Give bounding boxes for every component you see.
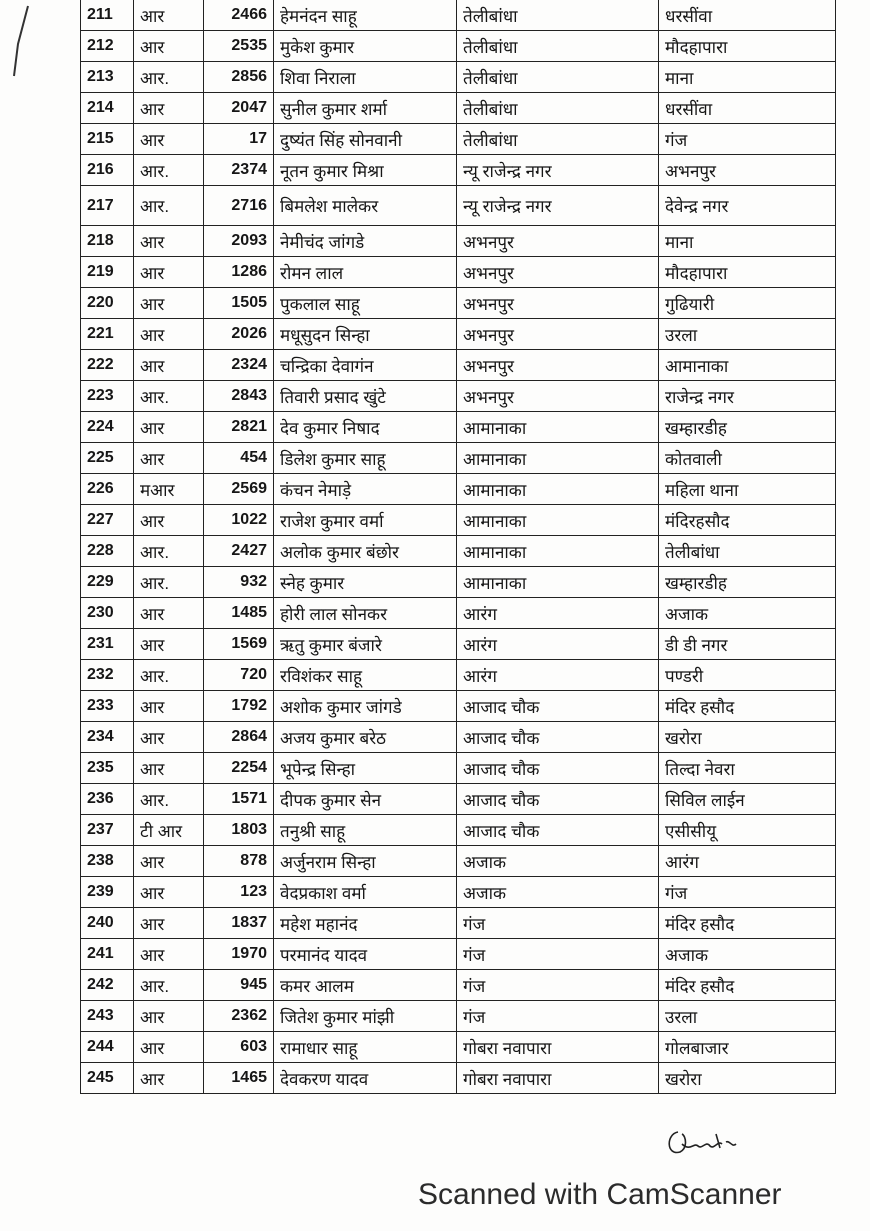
current-posting-cell: न्यू राजेन्द्र नगर <box>457 155 659 186</box>
table-row <box>81 567 836 598</box>
current-posting-cell: आमानाका <box>457 505 659 536</box>
new-posting-cell: गंज <box>659 124 836 155</box>
badge-number-cell: 1803 <box>204 815 274 846</box>
current-posting-cell: आमानाका <box>457 536 659 567</box>
serial-number-cell: 241 <box>81 939 134 970</box>
rank-cell: आर. <box>134 155 204 186</box>
badge-number-cell: 2026 <box>204 319 274 350</box>
serial-number-cell: 212 <box>81 31 134 62</box>
employee-name-cell: डिलेश कुमार साहू <box>274 443 457 474</box>
table-row <box>81 474 836 505</box>
employee-name-cell: जितेश कुमार मांझी <box>274 1001 457 1032</box>
serial-number-cell: 239 <box>81 877 134 908</box>
employee-name-cell: सुनील कुमार शर्मा <box>274 93 457 124</box>
new-posting-cell: आमानाका <box>659 350 836 381</box>
pen-mark <box>6 4 36 84</box>
serial-number-cell: 226 <box>81 474 134 505</box>
table-row <box>81 815 836 846</box>
rank-cell: आर. <box>134 62 204 93</box>
rank-cell: आर <box>134 257 204 288</box>
current-posting-cell: गंज <box>457 970 659 1001</box>
table-row <box>81 93 836 124</box>
employee-name-cell: महेश महानंद <box>274 908 457 939</box>
badge-number-cell: 2843 <box>204 381 274 412</box>
table-row <box>81 784 836 815</box>
table-body <box>81 0 836 1094</box>
serial-number-cell: 230 <box>81 598 134 629</box>
signature <box>660 1122 760 1162</box>
employee-name-cell: वेदप्रकाश वर्मा <box>274 877 457 908</box>
table-row <box>81 443 836 474</box>
serial-number-cell: 238 <box>81 846 134 877</box>
rank-cell: आर <box>134 1063 204 1094</box>
new-posting-cell: गोलबाजार <box>659 1032 836 1063</box>
serial-number-cell: 228 <box>81 536 134 567</box>
rank-cell: आर <box>134 908 204 939</box>
badge-number-cell: 2362 <box>204 1001 274 1032</box>
new-posting-cell: अजाक <box>659 598 836 629</box>
current-posting-cell: अभनपुर <box>457 257 659 288</box>
current-posting-cell: आमानाका <box>457 474 659 505</box>
new-posting-cell: गंज <box>659 877 836 908</box>
employee-name-cell: दुष्यंत सिंह सोनवानी <box>274 124 457 155</box>
badge-number-cell: 1569 <box>204 629 274 660</box>
badge-number-cell: 1485 <box>204 598 274 629</box>
table-row <box>81 350 836 381</box>
current-posting-cell: आजाद चौक <box>457 815 659 846</box>
table-row <box>81 1001 836 1032</box>
employee-name-cell: मुकेश कुमार <box>274 31 457 62</box>
transfer-list-table <box>80 0 836 1094</box>
table-row <box>81 226 836 257</box>
rank-cell: आर. <box>134 536 204 567</box>
current-posting-cell: अभनपुर <box>457 350 659 381</box>
employee-name-cell: अलोक कुमार बंछोर <box>274 536 457 567</box>
badge-number-cell: 1837 <box>204 908 274 939</box>
new-posting-cell: कोतवाली <box>659 443 836 474</box>
table-row <box>81 257 836 288</box>
rank-cell: आर. <box>134 784 204 815</box>
badge-number-cell: 2716 <box>204 186 274 226</box>
new-posting-cell: मंदिरहसौद <box>659 505 836 536</box>
badge-number-cell: 1286 <box>204 257 274 288</box>
serial-number-cell: 225 <box>81 443 134 474</box>
table-row <box>81 846 836 877</box>
table-row <box>81 381 836 412</box>
badge-number-cell: 603 <box>204 1032 274 1063</box>
employee-name-cell: तिवारी प्रसाद खुंटे <box>274 381 457 412</box>
new-posting-cell: पण्डरी <box>659 660 836 691</box>
serial-number-cell: 220 <box>81 288 134 319</box>
current-posting-cell: गोबरा नवापारा <box>457 1032 659 1063</box>
serial-number-cell: 235 <box>81 753 134 784</box>
current-posting-cell: आजाद चौक <box>457 722 659 753</box>
serial-number-cell: 229 <box>81 567 134 598</box>
employee-name-cell: देव कुमार निषाद <box>274 412 457 443</box>
rank-cell: आर <box>134 288 204 319</box>
table-row <box>81 939 836 970</box>
serial-number-cell: 243 <box>81 1001 134 1032</box>
new-posting-cell: मंदिर हसौद <box>659 908 836 939</box>
badge-number-cell: 2466 <box>204 0 274 31</box>
rank-cell: टी आर <box>134 815 204 846</box>
current-posting-cell: आरंग <box>457 598 659 629</box>
current-posting-cell: आमानाका <box>457 443 659 474</box>
rank-cell: आर. <box>134 660 204 691</box>
serial-number-cell: 234 <box>81 722 134 753</box>
badge-number-cell: 1022 <box>204 505 274 536</box>
table-row <box>81 155 836 186</box>
serial-number-cell: 211 <box>81 0 134 31</box>
badge-number-cell: 2821 <box>204 412 274 443</box>
rank-cell: आर <box>134 939 204 970</box>
current-posting-cell: आजाद चौक <box>457 753 659 784</box>
rank-cell: आर <box>134 319 204 350</box>
rank-cell: आर. <box>134 186 204 226</box>
badge-number-cell: 878 <box>204 846 274 877</box>
employee-name-cell: रविशंकर साहू <box>274 660 457 691</box>
new-posting-cell: गुढियारी <box>659 288 836 319</box>
employee-name-cell: रामाधार साहू <box>274 1032 457 1063</box>
serial-number-cell: 223 <box>81 381 134 412</box>
rank-cell: मआर <box>134 474 204 505</box>
employee-name-cell: ऋतु कुमार बंजारे <box>274 629 457 660</box>
serial-number-cell: 216 <box>81 155 134 186</box>
serial-number-cell: 222 <box>81 350 134 381</box>
new-posting-cell: खम्हारडीह <box>659 567 836 598</box>
current-posting-cell: तेलीबांधा <box>457 93 659 124</box>
new-posting-cell: अजाक <box>659 939 836 970</box>
employee-name-cell: कमर आलम <box>274 970 457 1001</box>
new-posting-cell: माना <box>659 62 836 93</box>
camscanner-watermark: Scanned with CamScanner <box>418 1178 782 1211</box>
badge-number-cell: 720 <box>204 660 274 691</box>
employee-name-cell: अर्जुनराम सिन्हा <box>274 846 457 877</box>
current-posting-cell: आजाद चौक <box>457 691 659 722</box>
serial-number-cell: 227 <box>81 505 134 536</box>
employee-name-cell: रोमन लाल <box>274 257 457 288</box>
table-row <box>81 660 836 691</box>
employee-name-cell: होरी लाल सोनकर <box>274 598 457 629</box>
employee-name-cell: कंचन नेमाड़े <box>274 474 457 505</box>
serial-number-cell: 240 <box>81 908 134 939</box>
employee-name-cell: अशोक कुमार जांगडे <box>274 691 457 722</box>
employee-name-cell: देवकरण यादव <box>274 1063 457 1094</box>
new-posting-cell: तिल्दा नेवरा <box>659 753 836 784</box>
rank-cell: आर <box>134 412 204 443</box>
badge-number-cell: 1970 <box>204 939 274 970</box>
serial-number-cell: 224 <box>81 412 134 443</box>
new-posting-cell: आरंग <box>659 846 836 877</box>
badge-number-cell: 2374 <box>204 155 274 186</box>
serial-number-cell: 237 <box>81 815 134 846</box>
badge-number-cell: 2427 <box>204 536 274 567</box>
serial-number-cell: 231 <box>81 629 134 660</box>
rank-cell: आर <box>134 124 204 155</box>
badge-number-cell: 123 <box>204 877 274 908</box>
badge-number-cell: 932 <box>204 567 274 598</box>
new-posting-cell: मंदिर हसौद <box>659 970 836 1001</box>
rank-cell: आर <box>134 443 204 474</box>
badge-number-cell: 1571 <box>204 784 274 815</box>
serial-number-cell: 219 <box>81 257 134 288</box>
rank-cell: आर <box>134 1032 204 1063</box>
rank-cell: आर <box>134 722 204 753</box>
employee-name-cell: राजेश कुमार वर्मा <box>274 505 457 536</box>
serial-number-cell: 218 <box>81 226 134 257</box>
rank-cell: आर <box>134 31 204 62</box>
table-row <box>81 319 836 350</box>
serial-number-cell: 244 <box>81 1032 134 1063</box>
new-posting-cell: अभनपुर <box>659 155 836 186</box>
badge-number-cell: 17 <box>204 124 274 155</box>
employee-name-cell: नेमीचंद जांगडे <box>274 226 457 257</box>
table-row <box>81 753 836 784</box>
table-row <box>81 629 836 660</box>
new-posting-cell: मंदिर हसौद <box>659 691 836 722</box>
current-posting-cell: आमानाका <box>457 412 659 443</box>
rank-cell: आर <box>134 350 204 381</box>
current-posting-cell: न्यू राजेन्द्र नगर <box>457 186 659 226</box>
new-posting-cell: उरला <box>659 319 836 350</box>
current-posting-cell: गंज <box>457 908 659 939</box>
employee-name-cell: चन्द्रिका देवागंन <box>274 350 457 381</box>
serial-number-cell: 242 <box>81 970 134 1001</box>
rank-cell: आर. <box>134 567 204 598</box>
current-posting-cell: अभनपुर <box>457 288 659 319</box>
new-posting-cell: खम्हारडीह <box>659 412 836 443</box>
new-posting-cell: राजेन्द्र नगर <box>659 381 836 412</box>
table-row <box>81 31 836 62</box>
employee-name-cell: दीपक कुमार सेन <box>274 784 457 815</box>
employee-name-cell: बिमलेश मालेकर <box>274 186 457 226</box>
new-posting-cell: उरला <box>659 1001 836 1032</box>
current-posting-cell: अभनपुर <box>457 381 659 412</box>
employee-name-cell: नूतन कुमार मिश्रा <box>274 155 457 186</box>
table-row <box>81 505 836 536</box>
new-posting-cell: डी डी नगर <box>659 629 836 660</box>
employee-name-cell: परमानंद यादव <box>274 939 457 970</box>
current-posting-cell: अजाक <box>457 877 659 908</box>
badge-number-cell: 2047 <box>204 93 274 124</box>
rank-cell: आर <box>134 226 204 257</box>
badge-number-cell: 945 <box>204 970 274 1001</box>
serial-number-cell: 245 <box>81 1063 134 1094</box>
table-row <box>81 412 836 443</box>
rank-cell: आर <box>134 877 204 908</box>
badge-number-cell: 2324 <box>204 350 274 381</box>
new-posting-cell: धरसींवा <box>659 93 836 124</box>
rank-cell: आर <box>134 753 204 784</box>
new-posting-cell: मौदहापारा <box>659 31 836 62</box>
rank-cell: आर <box>134 93 204 124</box>
current-posting-cell: आरंग <box>457 660 659 691</box>
employee-name-cell: मधूसुदन सिन्हा <box>274 319 457 350</box>
badge-number-cell: 2093 <box>204 226 274 257</box>
serial-number-cell: 215 <box>81 124 134 155</box>
rank-cell: आर. <box>134 381 204 412</box>
table-row <box>81 722 836 753</box>
badge-number-cell: 1465 <box>204 1063 274 1094</box>
current-posting-cell: गोबरा नवापारा <box>457 1063 659 1094</box>
new-posting-cell: खरोरा <box>659 1063 836 1094</box>
current-posting-cell: आमानाका <box>457 567 659 598</box>
table-row <box>81 970 836 1001</box>
rank-cell: आर <box>134 629 204 660</box>
rank-cell: आर <box>134 1001 204 1032</box>
employee-name-cell: तनुश्री साहू <box>274 815 457 846</box>
employee-name-cell: अजय कुमार बरेठ <box>274 722 457 753</box>
table-row <box>81 598 836 629</box>
current-posting-cell: तेलीबांधा <box>457 62 659 93</box>
table-row <box>81 1032 836 1063</box>
badge-number-cell: 2569 <box>204 474 274 505</box>
employee-name-cell: पुकलाल साहू <box>274 288 457 319</box>
table-row <box>81 62 836 93</box>
new-posting-cell: एसीसीयू <box>659 815 836 846</box>
badge-number-cell: 1505 <box>204 288 274 319</box>
serial-number-cell: 233 <box>81 691 134 722</box>
new-posting-cell: धरसींवा <box>659 0 836 31</box>
serial-number-cell: 214 <box>81 93 134 124</box>
serial-number-cell: 217 <box>81 186 134 226</box>
new-posting-cell: मौदहापारा <box>659 257 836 288</box>
current-posting-cell: तेलीबांधा <box>457 124 659 155</box>
new-posting-cell: तेलीबांधा <box>659 536 836 567</box>
current-posting-cell: तेलीबांधा <box>457 0 659 31</box>
badge-number-cell: 1792 <box>204 691 274 722</box>
current-posting-cell: अभनपुर <box>457 226 659 257</box>
table-row <box>81 1063 836 1094</box>
table-row <box>81 908 836 939</box>
serial-number-cell: 232 <box>81 660 134 691</box>
badge-number-cell: 454 <box>204 443 274 474</box>
rank-cell: आर <box>134 598 204 629</box>
employee-name-cell: भूपेन्द्र सिन्हा <box>274 753 457 784</box>
rank-cell: आर <box>134 505 204 536</box>
current-posting-cell: अजाक <box>457 846 659 877</box>
new-posting-cell: खरोरा <box>659 722 836 753</box>
table-row <box>81 288 836 319</box>
badge-number-cell: 2864 <box>204 722 274 753</box>
serial-number-cell: 236 <box>81 784 134 815</box>
table-row <box>81 877 836 908</box>
current-posting-cell: अभनपुर <box>457 319 659 350</box>
new-posting-cell: देवेन्द्र नगर <box>659 186 836 226</box>
current-posting-cell: आजाद चौक <box>457 784 659 815</box>
new-posting-cell: महिला थाना <box>659 474 836 505</box>
current-posting-cell: तेलीबांधा <box>457 31 659 62</box>
badge-number-cell: 2254 <box>204 753 274 784</box>
current-posting-cell: गंज <box>457 939 659 970</box>
new-posting-cell: सिविल लाईन <box>659 784 836 815</box>
current-posting-cell: आरंग <box>457 629 659 660</box>
rank-cell: आर <box>134 691 204 722</box>
rank-cell: आर. <box>134 970 204 1001</box>
rank-cell: आर <box>134 846 204 877</box>
employee-name-cell: हेमनंदन साहू <box>274 0 457 31</box>
badge-number-cell: 2535 <box>204 31 274 62</box>
employee-name-cell: स्नेह कुमार <box>274 567 457 598</box>
serial-number-cell: 213 <box>81 62 134 93</box>
table-row <box>81 124 836 155</box>
employee-name-cell: शिवा निराला <box>274 62 457 93</box>
current-posting-cell: गंज <box>457 1001 659 1032</box>
serial-number-cell: 221 <box>81 319 134 350</box>
rank-cell: आर <box>134 0 204 31</box>
badge-number-cell: 2856 <box>204 62 274 93</box>
table-row <box>81 691 836 722</box>
new-posting-cell: माना <box>659 226 836 257</box>
table-row <box>81 0 836 31</box>
table-row <box>81 536 836 567</box>
table-row <box>81 186 836 226</box>
